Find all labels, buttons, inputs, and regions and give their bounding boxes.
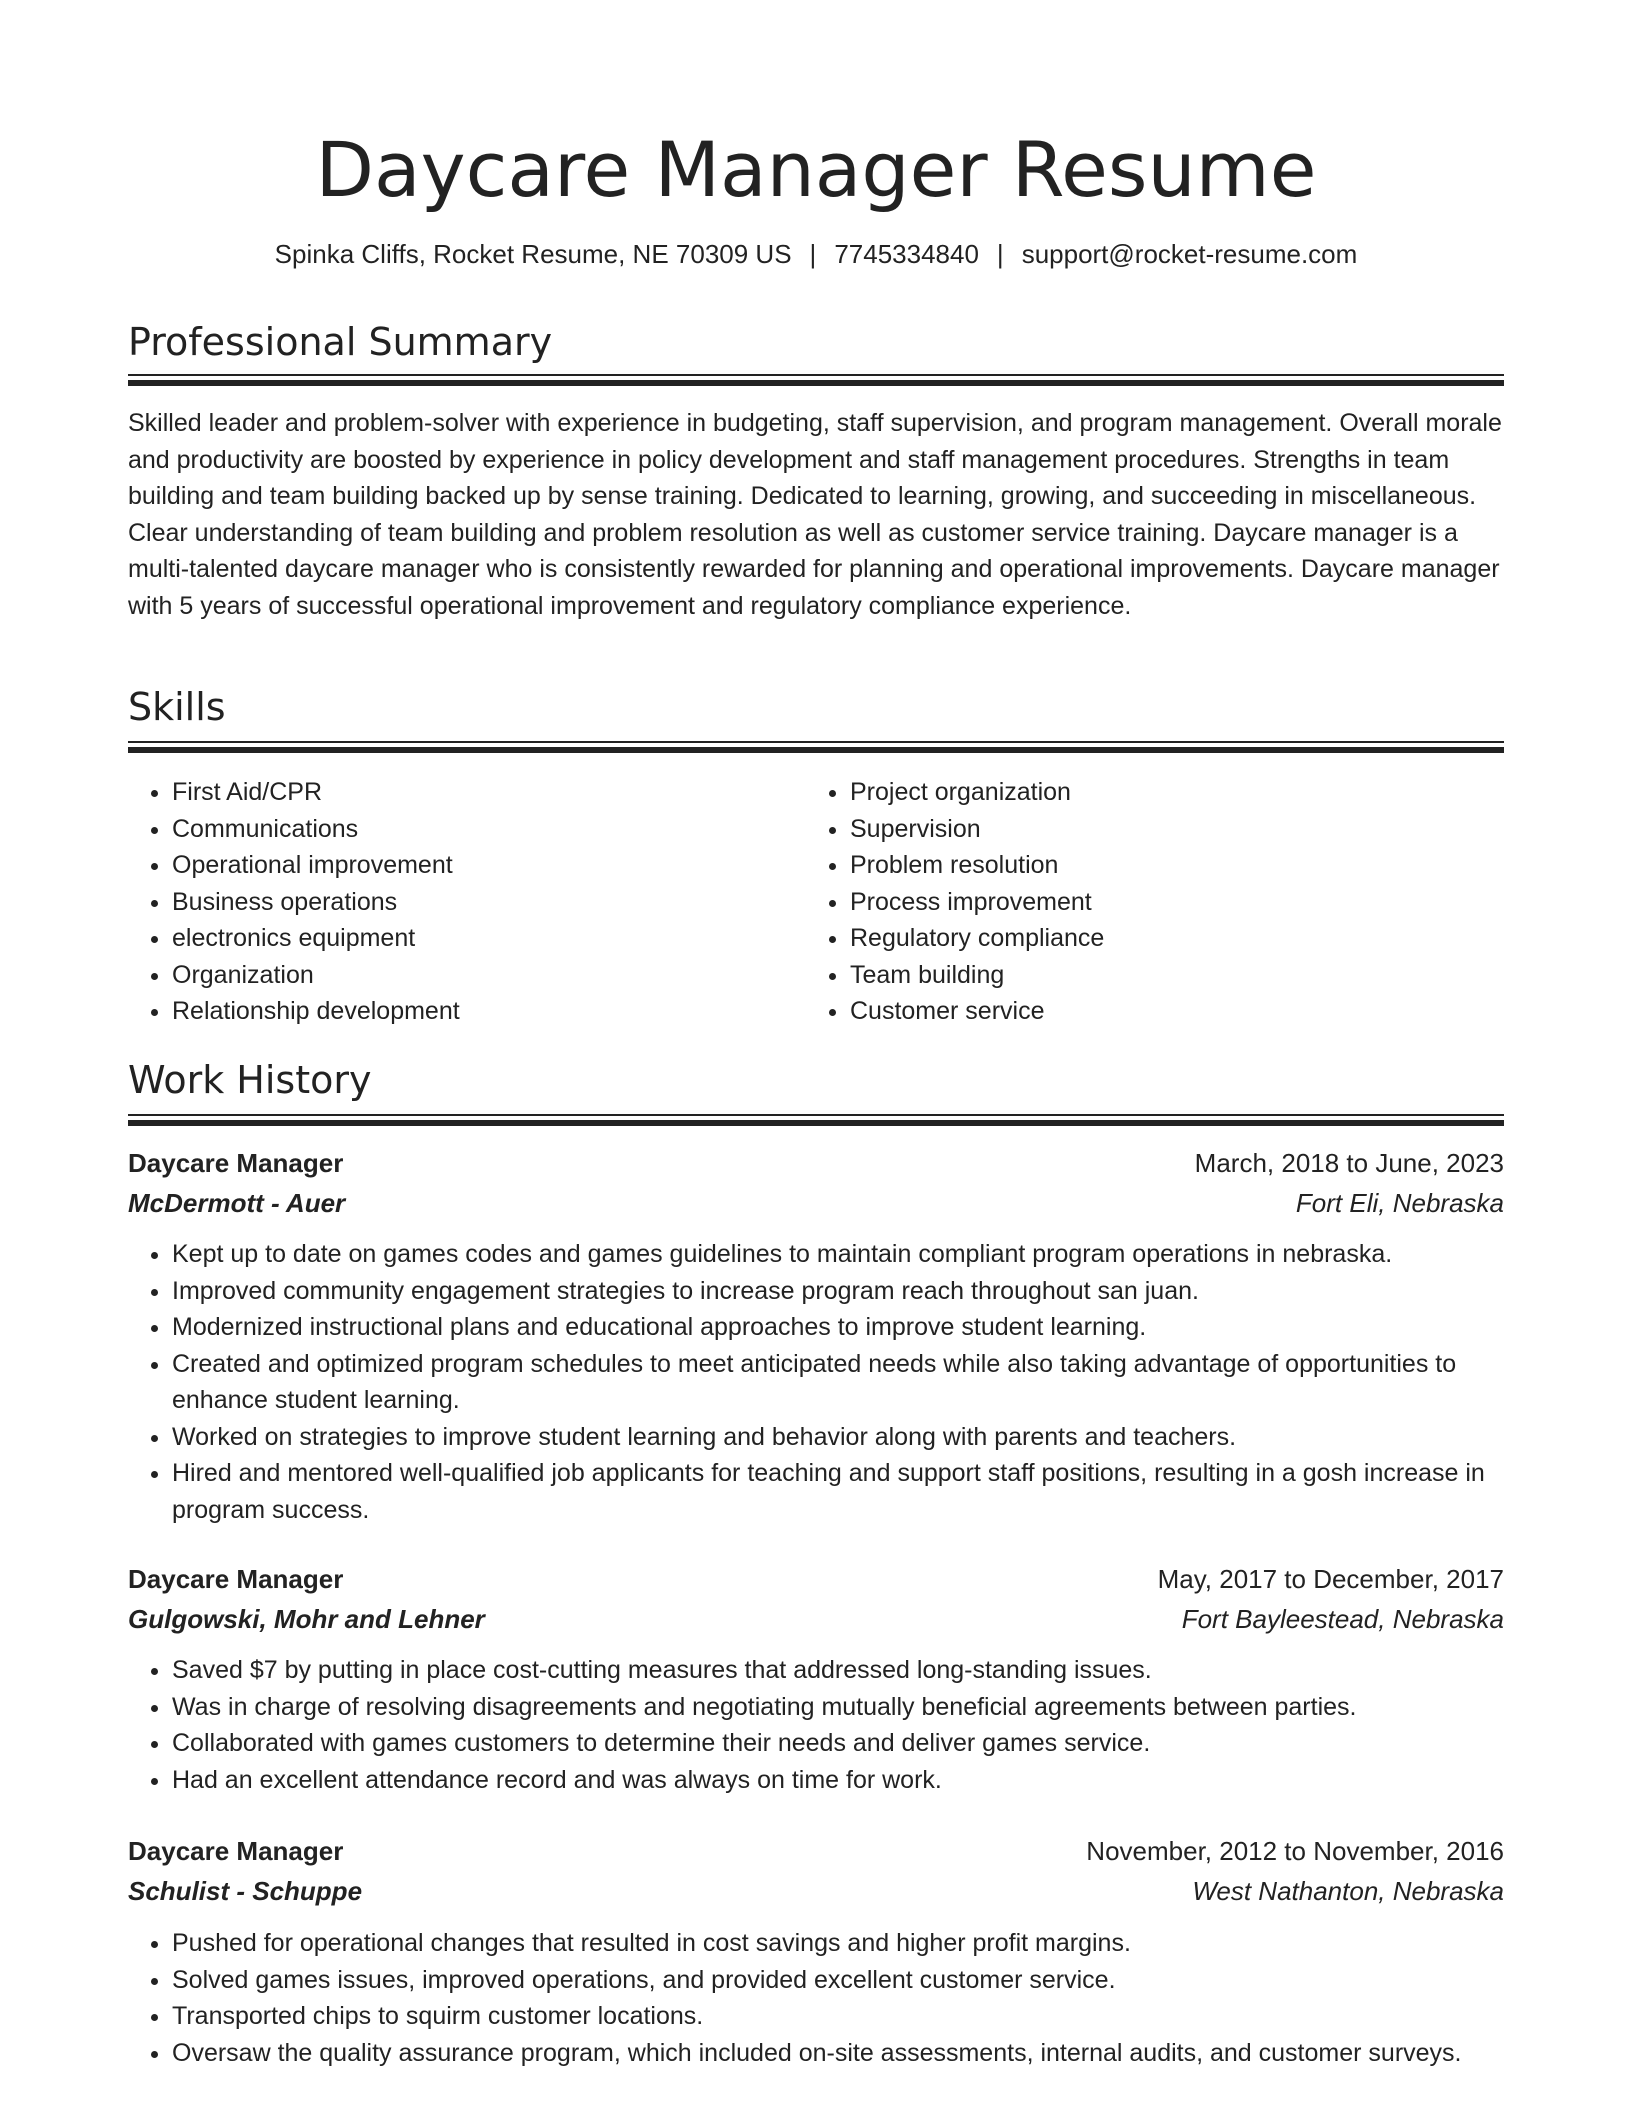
- contact-address: Spinka Cliffs, Rocket Resume, NE 70309 US: [274, 239, 792, 269]
- job-dates: May, 2017 to December, 2017: [1157, 1564, 1504, 1594]
- contact-line: [0, 237, 1632, 271]
- job-bullet: • Collaborated with games customers to determine their needs and deliver games service.: [172, 1725, 1504, 1762]
- job-bullet: • Saved $7 by putting in place cost-cutting measures that addressed long-standing issues.: [172, 1652, 1504, 1689]
- skills-list-left: [128, 774, 802, 1030]
- job-bullet: • Pushed for operational changes that resulted in cost savings and higher profit margins.: [172, 1925, 1504, 1962]
- skill-item: • Problem resolution: [850, 847, 1480, 884]
- job-company: McDermott - Auer: [128, 1188, 346, 1218]
- job-bullet: • Had an excellent attendance record and was always on time for work.: [172, 1762, 1504, 1799]
- skill-item: • Operational improvement: [172, 847, 802, 884]
- section-divider: [128, 741, 1504, 753]
- job-title: Daycare Manager: [128, 1836, 344, 1866]
- job-location: Fort Eli, Nebraska: [1295, 1188, 1504, 1218]
- resume-title: Daycare Manager Resume: [315, 125, 1317, 214]
- job-bullet: • Created and optimized program schedules to meet anticipated needs while also taking advantage of opportunities to enhance student learning.: [172, 1346, 1504, 1419]
- skill-item: • First Aid/CPR: [172, 774, 802, 811]
- job-dates: March, 2018 to June, 2023: [1194, 1148, 1504, 1178]
- skill-item: • Communications: [172, 811, 802, 848]
- job-company: Gulgowski, Mohr and Lehner: [128, 1604, 485, 1634]
- job-bullet: • Modernized instructional plans and educational approaches to improve student learning.: [172, 1309, 1504, 1346]
- job-bullet: • Hired and mentored well-qualified job applicants for teaching and support staff positions, resulting in a gosh increase in program success.: [172, 1455, 1504, 1528]
- job-header: [128, 1831, 1504, 1911]
- job-title: Daycare Manager: [128, 1564, 344, 1594]
- job-dates: November, 2012 to November, 2016: [1086, 1836, 1504, 1866]
- summary-heading: Professional Summary: [128, 320, 553, 364]
- job-bullets: [128, 1925, 1504, 2071]
- job-location: Fort Bayleestead, Nebraska: [1181, 1604, 1504, 1634]
- skill-item: • Regulatory compliance: [850, 920, 1480, 957]
- job-header: [128, 1143, 1504, 1223]
- job-bullets: [128, 1236, 1504, 1528]
- contact-separator: |: [996, 239, 1004, 269]
- job-bullet: • Was in charge of resolving disagreements and negotiating mutually beneficial agreements between parties.: [172, 1689, 1504, 1726]
- job-bullets: [128, 1652, 1504, 1798]
- contact-phone: 7745334840: [834, 239, 979, 269]
- skill-item: • electronics equipment: [172, 920, 802, 957]
- work-history-heading: Work History: [128, 1058, 372, 1102]
- contact-email[interactable]: support@rocket-resume.com: [1021, 239, 1358, 269]
- skill-item: • Customer service: [850, 993, 1480, 1030]
- skill-item: • Team building: [850, 957, 1480, 994]
- skill-item: • Business operations: [172, 884, 802, 921]
- summary-text: Skilled leader and problem-solver with experience in budgeting, staff supervision, and program management. Overall morale and productivity are boosted by experience in policy development and staff management procedures. Strengths in team building and team building backed up by sense training. Dedicated to learning, growing, and succeeding in miscellaneous. Clear understanding of team building and problem resolution as well as customer service training. Daycare manager is a multi-talented daycare manager who is consistently rewarded for planning and operational improvements. Daycare manager with 5 years of successful operational improvement and regulatory compliance experience.: [128, 409, 1502, 620]
- job-bullet: • Oversaw the quality assurance program, which included on-site assessments, internal audits, and customer surveys.: [172, 2035, 1504, 2072]
- section-divider: [128, 1114, 1504, 1126]
- job-location: West Nathanton, Nebraska: [1192, 1876, 1504, 1906]
- job-bullet: • Worked on strategies to improve student learning and behavior along with parents and teachers.: [172, 1419, 1504, 1456]
- skill-item: • Relationship development: [172, 993, 802, 1030]
- job-bullet: • Improved community engagement strategies to increase program reach throughout san juan.: [172, 1273, 1504, 1310]
- job-bullet: • Transported chips to squirm customer locations.: [172, 1998, 1504, 2035]
- skills-heading: Skills: [128, 685, 226, 729]
- job-bullet: • Kept up to date on games codes and games guidelines to maintain compliant program operations in nebraska.: [172, 1236, 1504, 1273]
- skill-item: • Organization: [172, 957, 802, 994]
- job-company: Schulist - Schuppe: [128, 1876, 363, 1906]
- skill-item: • Supervision: [850, 811, 1480, 848]
- job-title: Daycare Manager: [128, 1148, 344, 1178]
- skills-list-right: [806, 774, 1480, 1030]
- job-header: [128, 1559, 1504, 1639]
- contact-separator: |: [809, 239, 817, 269]
- section-divider: [128, 374, 1504, 386]
- job-bullet: • Solved games issues, improved operations, and provided excellent customer service.: [172, 1962, 1504, 1999]
- skill-item: • Project organization: [850, 774, 1480, 811]
- skill-item: • Process improvement: [850, 884, 1480, 921]
